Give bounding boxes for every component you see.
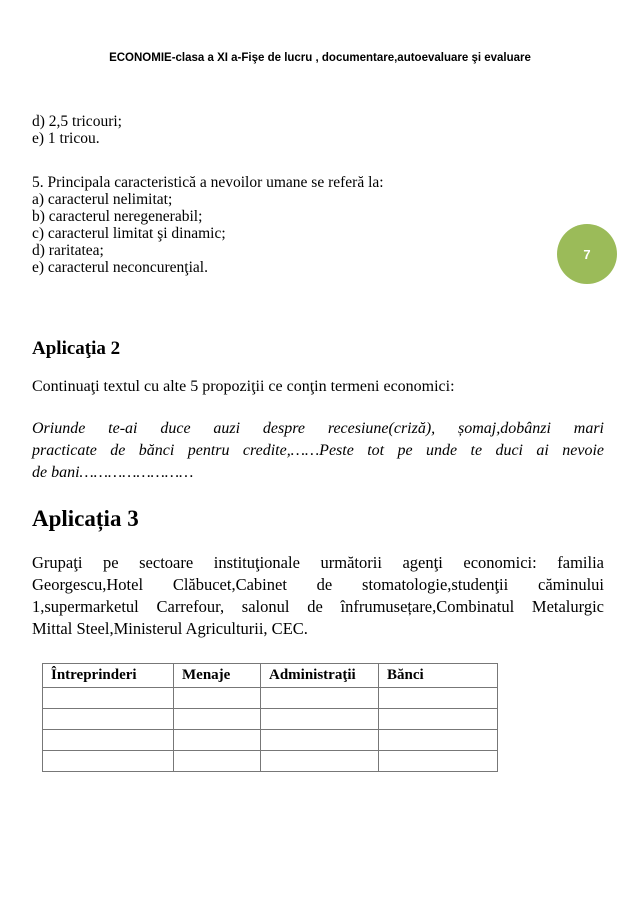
question-5-option-a: a) caracterul nelimitat; xyxy=(32,191,173,208)
question-5 xyxy=(32,174,384,276)
table-cell[interactable] xyxy=(261,730,379,751)
page-header: ECONOMIE-clasa a XI a-Fişe de lucru , documentare,autoevaluare şi evaluare xyxy=(109,52,531,64)
table-cell[interactable] xyxy=(261,709,379,730)
question-5-option-b: b) caracterul neregenerabil; xyxy=(32,208,203,225)
option-e: e) 1 tricou. xyxy=(32,130,100,147)
app3-text xyxy=(32,552,604,640)
question-5-option-e: e) caracterul neconcurenţial. xyxy=(32,259,208,276)
previous-options xyxy=(32,113,122,147)
page-number-badge: 7 xyxy=(557,224,617,284)
table-row xyxy=(43,709,498,730)
table-cell[interactable] xyxy=(174,688,261,709)
app2-line-2: practicate de bănci pentru credite,……Peste tot pe unde te duci ai nevoie xyxy=(32,442,604,459)
classification-table xyxy=(42,663,498,772)
column-header-intreprinderi: Întreprinderi xyxy=(43,664,174,688)
app3-line-3: 1,supermarketul Carrefour, salonul de înfrumusețare,Combinatul Metalurgic xyxy=(32,597,604,616)
app2-instruction xyxy=(32,376,604,398)
option-d: d) 2,5 tricouri; xyxy=(32,113,122,130)
question-5-option-c: c) caracterul limitat şi dinamic; xyxy=(32,225,226,242)
question-5-option-d: d) raritatea; xyxy=(32,242,104,259)
column-header-menaje: Menaje xyxy=(174,664,261,688)
app2-line-1: Oriunde te-ai duce auzi despre recesiune(criză), șomaj,dobânzi mari xyxy=(32,420,604,437)
table-cell[interactable] xyxy=(174,730,261,751)
table-row xyxy=(43,751,498,772)
column-header-administratii: Administraţii xyxy=(261,664,379,688)
table-cell[interactable] xyxy=(379,730,498,751)
table-header-row xyxy=(43,664,498,688)
app3-title: Aplicația 3 xyxy=(32,506,139,531)
app3-line-1: Grupaţi pe sectoare instituţionale următorii agenţi economici: familia xyxy=(32,553,604,572)
question-5-text: 5. Principala caracteristică a nevoilor umane se referă la: xyxy=(32,174,384,191)
table-row xyxy=(43,688,498,709)
column-header-banci: Bănci xyxy=(379,664,498,688)
table-cell[interactable] xyxy=(43,730,174,751)
table-cell[interactable] xyxy=(261,688,379,709)
table-cell[interactable] xyxy=(379,751,498,772)
table-cell[interactable] xyxy=(43,688,174,709)
table-cell[interactable] xyxy=(261,751,379,772)
table-cell[interactable] xyxy=(174,709,261,730)
app2-text xyxy=(32,418,604,484)
app2-instruction-text: Continuaţi textul cu alte 5 propoziţii ce conţin termeni economici: xyxy=(32,378,455,395)
table-cell[interactable] xyxy=(379,709,498,730)
app2-line-3: de bani…………………… xyxy=(32,464,194,481)
table-cell[interactable] xyxy=(43,709,174,730)
table-row xyxy=(43,730,498,751)
app3-line-4: Mittal Steel,Ministerul Agriculturii, CEC. xyxy=(32,619,308,638)
table-cell[interactable] xyxy=(174,751,261,772)
table-cell[interactable] xyxy=(379,688,498,709)
app3-line-2: Georgescu,Hotel Clăbucet,Cabinet de stomatologie,studenţii căminului xyxy=(32,575,604,594)
table-cell[interactable] xyxy=(43,751,174,772)
app2-title: Aplicaţia 2 xyxy=(32,338,121,359)
